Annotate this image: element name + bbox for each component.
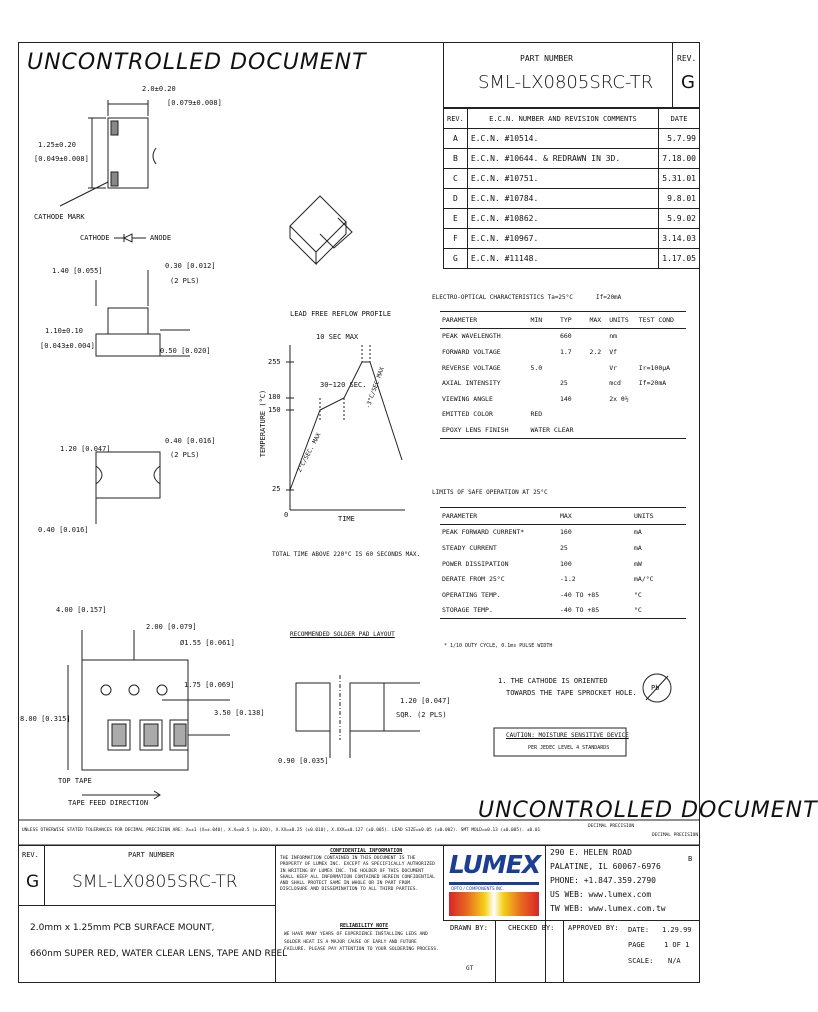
dim-040: 0.40 [0.016] <box>165 437 216 445</box>
date-col-header: DATE <box>659 109 700 129</box>
revision-row: C E.C.N. #10751. 5.31.01 <box>444 169 700 189</box>
tb-rev-value: G <box>26 872 40 892</box>
reflow-ylabel: TEMPERATURE (°C) <box>259 389 268 458</box>
reflow-ramp-up: 2°C/SEC. MAX <box>295 431 323 474</box>
tape-175: 1.75 [0.069] <box>184 681 235 689</box>
tape-350: 3.50 [0.138] <box>214 709 265 717</box>
pad-title: RECOMMENDED SOLDER PAD LAYOUT <box>290 631 395 638</box>
tape-200: 2.00 [0.079] <box>146 623 197 631</box>
dim-110-in: [0.043±0.004] <box>40 342 95 350</box>
limits-title: LIMITS OF SAFE OPERATION AT 25°C <box>432 489 548 496</box>
confidential-title: CONFIDENTIAL INFORMATION <box>330 848 403 854</box>
tape-top: TOP TAPE <box>58 777 92 785</box>
address-2: PALATINE, IL 60067-6976 <box>550 862 661 871</box>
part-number-value: SML-LX0805SRC-TR <box>478 72 654 93</box>
tolerance-note: UNLESS OTHERWISE STATED TOLERANCES FOR DECIMAL PRECISION ARE: X=±1 (X=±.040), X.X=±0.5 (±.020), X.XX=±0.25 (±0.010), X.XXX=±0.127 (±0.005). LEAD SIZE=±0.05 (±0.002). SMT MOLD=±0.13 (±0.005). ±0.01 <box>22 828 541 833</box>
reliability-text: WE HAVE MANY YEARS OF EXPERIENCE INSTALLING LEDS AND SOLDER HEAT IS A MAJOR CAUSE OF EARLY AND FUTURE FAILURE. PLEASE PAY ATTENTION TO YOUR SOLDERING PROCESS. <box>284 932 439 952</box>
tape-155: Ø1.55 [0.061] <box>180 639 235 647</box>
date-label: DATE: <box>628 926 650 934</box>
electro-row: PEAK WAVELENGTH 660 nm <box>442 332 618 341</box>
limits-footnote: * 1/10 DUTY CYCLE, 0.1ms PULSE WIDTH <box>444 643 553 649</box>
reflow-tick-180: 180 <box>268 393 281 401</box>
rev-value: G <box>681 72 695 93</box>
reflow-tick-150: 150 <box>268 406 281 414</box>
tb-desc-1: 2.0mm x 1.25mm PCB SURFACE MOUNT, <box>30 923 215 933</box>
watermark-bottom: UNCONTROLLED DOCUMENT <box>478 798 818 823</box>
note-1b: TOWARDS THE TAPE SPROCKET HOLE. <box>506 689 637 697</box>
revision-row: G E.C.N. #11148. 1.17.05 <box>444 249 700 269</box>
sheet-size: B <box>688 855 693 863</box>
electro-row: EPOXY LENS FINISH WATER CLEAR <box>440 422 686 438</box>
electro-title: ELECTRO-OPTICAL CHARACTERISTICS Ta=25°C <box>432 294 573 301</box>
electro-row: REVERSE VOLTAGE 5.0 Vr Ir=100μA <box>442 363 671 372</box>
address-1: 290 E. HELEN ROAD <box>550 848 632 857</box>
reflow-tick-0: 0 <box>284 511 289 519</box>
page-label: PAGE <box>628 941 645 949</box>
revision-table <box>443 108 700 269</box>
logo-spectrum <box>449 892 539 916</box>
reflow-ramp-down: -3°C/SEC MAX <box>364 366 386 410</box>
electro-row: AXIAL INTENSITY 25 mcd If=20mA <box>442 379 667 388</box>
pad-090: 0.90 [0.035] <box>278 757 329 765</box>
reflow-title: LEAD FREE REFLOW PROFILE <box>290 310 392 318</box>
limits-row: STEADY CURRENT 25 mA <box>442 543 642 552</box>
reflow-xlabel: TIME <box>338 515 355 523</box>
tb-pn-label: PART NUMBER <box>128 851 175 859</box>
limits-row: STORAGE TEMP. -40 TO +85 °C <box>440 603 686 619</box>
tolerance-suffix-2: DECIMAL PRECISION <box>652 833 699 838</box>
dim-040b: 0.40 [0.016] <box>38 526 89 534</box>
reflow-tick-255: 255 <box>268 358 281 366</box>
confidential-text: THE INFORMATION CONTAINED IN THIS DOCUMENT IS THE PROPERTY OF LUMEX INC. EXCEPT AS SPECIFICALLY AUTHORIZED IN WRITING BY LUMEX INC. THE HOLDER OF THIS DOCUMENT SHALL KEEP ALL INFORMATION CONTAINED HEREIN CONFIDENTIAL AND SHALL PROTECT SAME IN WHOLE OR IN PART FROM DISCLOSURE AND DISSEMINATION TO ALL THIRD PARTIES. <box>280 856 435 893</box>
revision-row: A E.C.N. #10514. 5.7.99 <box>444 129 700 149</box>
caution-sub: PER JEDEC LEVEL 4 STANDARDS <box>528 745 610 751</box>
dim-height-in: [0.049±0.008] <box>34 155 89 163</box>
limits-row: PEAK FORWARD CURRENT* 160 mA <box>442 528 642 537</box>
electro-table: PARAMETER MIN TYP MAX UNITS TEST COND PEAK WAVELENGTH 660 nm FORWARD VOLTAGE 1.7 2.2 Vf REVERSE VOLTAGE 5.0 Vr Ir=100μA AXIAL INTENSITY 25 mcd If=20mA VIEWING ANGLE 140 2x θ½ EMITTED COLOR RED EPOXY LENS FINISH WATER CLEAR <box>440 311 686 439</box>
lumex-logo: LUMEX OPTO / COMPONENTS INC. <box>447 848 541 916</box>
tb-desc-2: 660nm SUPER RED, WATER CLEAR LENS, TAPE AND REEL <box>30 949 288 959</box>
rohs-text: Pb <box>651 684 660 692</box>
pad-120: 1.20 [0.047] <box>400 697 451 705</box>
ecn-col-header: E.C.N. NUMBER AND REVISION COMMENTS <box>467 109 658 129</box>
tape-800: 8.00 [0.315] <box>20 715 71 723</box>
dim-030-pls: (2 PLS) <box>170 277 200 285</box>
dim-width: 2.0±0.20 <box>142 85 176 93</box>
dim-050: 0.50 [0.020] <box>160 347 211 355</box>
drawn-by-label: DRAWN BY: <box>450 924 488 932</box>
tape-feed: TAPE FEED DIRECTION <box>68 799 149 807</box>
reliability-title: RELIABILITY NOTE <box>340 923 389 929</box>
date-value: 1.29.99 <box>662 926 692 934</box>
dim-040-pls: (2 PLS) <box>170 451 200 459</box>
electro-row: VIEWING ANGLE 140 2x θ½ <box>442 394 629 403</box>
dim-120: 1.20 [0.047] <box>60 445 111 453</box>
anode-label: ANODE <box>150 234 172 242</box>
cathode-label: CATHODE <box>80 234 110 242</box>
note-1: 1. THE CATHODE IS ORIENTED <box>498 677 608 685</box>
tb-rev-label: REV. <box>22 851 39 859</box>
rev-col-header: REV. <box>444 109 468 129</box>
drawn-by-value: GT <box>466 965 474 972</box>
electro-cond: If=20mA <box>596 294 622 301</box>
tw-web[interactable]: TW WEB: www.lumex.com.tw <box>550 904 666 913</box>
electro-row: EMITTED COLOR RED <box>442 410 543 419</box>
dim-030: 0.30 [0.012] <box>165 262 216 270</box>
electro-row: FORWARD VOLTAGE 1.7 2.2 Vf <box>442 347 618 356</box>
limits-table: PARAMETER MAX UNITS PEAK FORWARD CURRENT* 160 mA STEADY CURRENT 25 mA POWER DISSIPATION 100 mW DERATE FROM 25°C -1.2 mA/°C OPERATING TEMP. -40 TO +85 °C STORAGE TEMP. -40 TO +85 °C <box>440 507 686 619</box>
page-value: 1 OF 1 <box>664 941 690 949</box>
dim-110: 1.10±0.10 <box>45 327 83 335</box>
approved-by-label: APPROVED BY: <box>568 924 619 932</box>
reflow-note: TOTAL TIME ABOVE 220°C IS 60 SECONDS MAX. <box>272 551 421 558</box>
tolerance-suffix-1: DECIMAL PRECISION <box>588 824 635 829</box>
limits-row: OPERATING TEMP. -40 TO +85 °C <box>442 590 642 599</box>
scale-value: N/A <box>668 957 681 965</box>
checked-by-label: CHECKED BY: <box>508 924 555 932</box>
us-web[interactable]: US WEB: www.lumex.com <box>550 890 652 899</box>
reflow-soak: 30~120 SEC. <box>320 381 367 389</box>
rev-label: REV. <box>677 54 697 63</box>
limits-row: DERATE FROM 25°C -1.2 mA/°C <box>442 575 654 584</box>
scale-label: SCALE: <box>628 957 654 965</box>
limits-row: POWER DISSIPATION 100 mW <box>442 559 642 568</box>
cathode-mark-label: CATHODE MARK <box>34 213 85 221</box>
watermark-top: UNCONTROLLED DOCUMENT <box>27 50 367 75</box>
revision-row: D E.C.N. #10784. 9.8.01 <box>444 189 700 209</box>
caution-label: CAUTION: MOISTURE SENSITIVE DEVICE <box>506 732 629 739</box>
tb-pn-value: SML-LX0805SRC-TR <box>72 872 238 892</box>
dim-width-in: [0.079±0.008] <box>167 99 222 107</box>
revision-row: F E.C.N. #10967. 3.14.03 <box>444 229 700 249</box>
reflow-peak: 10 SEC MAX <box>316 333 359 341</box>
revision-row: E E.C.N. #10862. 5.9.02 <box>444 209 700 229</box>
reflow-tick-25: 25 <box>272 485 281 493</box>
part-number-label: PART NUMBER <box>520 54 573 63</box>
dim-height: 1.25±0.20 <box>38 141 76 149</box>
tape-400: 4.00 [0.157] <box>56 606 107 614</box>
revision-row: B E.C.N. #10644. & REDRAWN IN 3D. 7.18.00 <box>444 149 700 169</box>
dim-140: 1.40 [0.055] <box>52 267 103 275</box>
phone: PHONE: +1.847.359.2790 <box>550 876 656 885</box>
pad-sq: SQR. (2 PLS) <box>396 711 447 719</box>
